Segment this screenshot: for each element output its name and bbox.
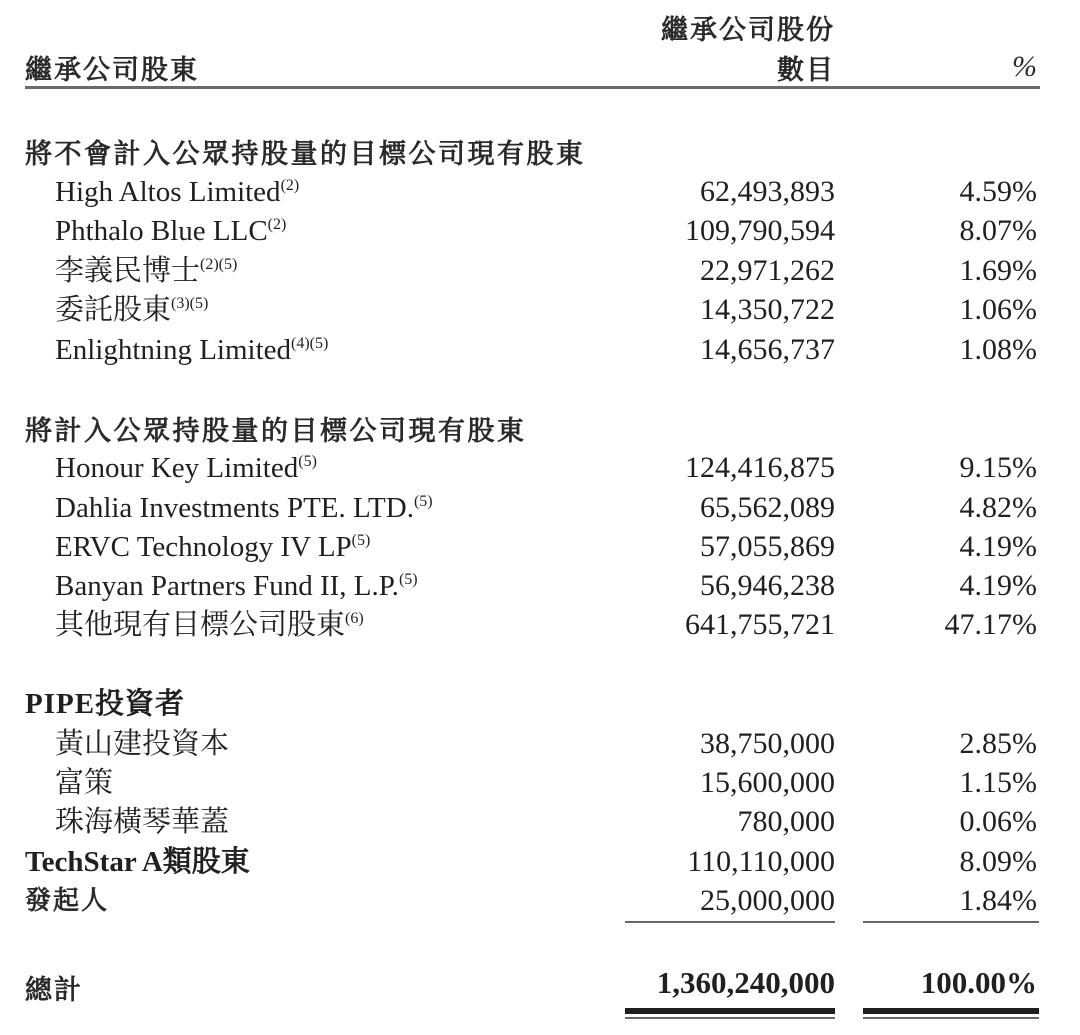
subtotal-rule-percent — [863, 921, 1039, 923]
share-count: 14,350,722 — [700, 293, 835, 326]
total-percent: 100.00% — [920, 965, 1037, 1000]
share-count: 56,946,238 — [700, 569, 835, 602]
shareholder-name: Dahlia Investments PTE. LTD.$^{(5)}$ — [55, 492, 433, 524]
shareholder-name: Honour Key Limited$^{(5)}$ — [55, 452, 317, 484]
shareholder-name: 黃山建投資本 — [55, 728, 230, 760]
share-count: 110,110,000 — [687, 845, 835, 878]
table-row — [0, 724, 1080, 764]
share-percent: 4.19% — [959, 569, 1037, 602]
table-row — [0, 211, 1080, 251]
shareholder-name: 委託股東$^{(3)(5)}$ — [55, 294, 209, 326]
shareholder-name: 發起人 — [25, 886, 110, 916]
share-percent: 4.82% — [959, 491, 1037, 524]
subtotal-rule-shares — [625, 921, 835, 923]
share-count: 57,055,869 — [700, 530, 835, 563]
shareholder-name: 其他現有目標公司股東$^{(6)}$ — [55, 609, 364, 641]
table-row — [0, 802, 1080, 842]
total-label: 總計 — [25, 975, 83, 1006]
total-shares: 1,360,240,000 — [656, 965, 835, 1000]
table-row — [0, 566, 1080, 606]
shareholder-name: Enlightning Limited$^{(4)(5)}$ — [55, 334, 329, 366]
table-row — [0, 172, 1080, 212]
share-count: 22,971,262 — [700, 254, 835, 287]
share-count: 25,000,000 — [700, 884, 835, 917]
table-row — [0, 290, 1080, 330]
group-title-non-public-float: 將不會計入公眾持股量的目標公司現有股東 — [25, 139, 586, 170]
shareholder-name: 李義民博士$^{(2)(5)}$ — [55, 255, 238, 287]
share-count: 641,755,721 — [685, 608, 835, 641]
share-count: 15,600,000 — [700, 766, 835, 799]
column-header-shares-line1: 繼承公司股份 — [661, 15, 835, 46]
shareholder-name: TechStar A類股東 — [25, 846, 250, 878]
total-double-rule-shares-bottom — [625, 1017, 835, 1019]
share-percent: 47.17% — [944, 608, 1037, 641]
share-percent: 1.06% — [959, 293, 1037, 326]
shareholder-name: Banyan Partners Fund II, L.P.$^{(5)}$ — [55, 570, 418, 602]
group-title-public-float: 將計入公眾持股量的目標公司現有股東 — [25, 416, 527, 447]
table-row — [0, 763, 1080, 803]
shareholder-name: Phthalo Blue LLC$^{(2)}$ — [55, 215, 287, 247]
table-row-sponsor — [0, 881, 1080, 921]
total-double-rule-percent-bottom — [863, 1017, 1039, 1019]
total-double-rule-shares-top — [625, 1008, 835, 1014]
column-header-shareholder: 繼承公司股東 — [25, 55, 199, 86]
shareholder-name: 富策 — [55, 767, 114, 799]
share-percent: 4.59% — [959, 175, 1037, 208]
total-double-rule-percent-top — [863, 1008, 1039, 1014]
table-row — [0, 605, 1080, 645]
table-row — [0, 330, 1080, 370]
column-header-percent: % — [1012, 50, 1037, 83]
share-percent: 8.07% — [959, 214, 1037, 247]
table-row — [0, 488, 1080, 528]
shareholder-name: High Altos Limited$^{(2)}$ — [55, 176, 300, 208]
share-count: 65,562,089 — [700, 491, 835, 524]
share-percent: 1.69% — [959, 254, 1037, 287]
share-percent: 1.08% — [959, 333, 1037, 366]
share-percent: 2.85% — [959, 727, 1037, 760]
column-header-shares-line2: 數目 — [777, 55, 835, 86]
table-row — [0, 448, 1080, 488]
share-count: 14,656,737 — [700, 333, 835, 366]
header-divider — [25, 86, 1040, 89]
share-count: 124,416,875 — [685, 451, 835, 484]
shareholder-name: 珠海橫琴華蓋 — [55, 806, 230, 838]
table-row — [0, 527, 1080, 567]
share-count: 62,493,893 — [700, 175, 835, 208]
table-row-techstar — [0, 842, 1080, 882]
share-percent: 9.15% — [959, 451, 1037, 484]
shareholder-name: ERVC Technology IV LP$^{(5)}$ — [55, 531, 371, 563]
share-percent: 8.09% — [959, 845, 1037, 878]
share-percent: 4.19% — [959, 530, 1037, 563]
group-title-pipe-investors — [0, 684, 1080, 724]
share-count: 38,750,000 — [700, 727, 835, 760]
share-percent: 1.84% — [959, 884, 1037, 917]
share-percent: 0.06% — [959, 805, 1037, 838]
group-title-label: PIPE投資者 — [25, 688, 186, 720]
share-count: 780,000 — [737, 805, 835, 838]
table-row — [0, 251, 1080, 291]
share-percent: 1.15% — [959, 766, 1037, 799]
share-count: 109,790,594 — [685, 214, 835, 247]
